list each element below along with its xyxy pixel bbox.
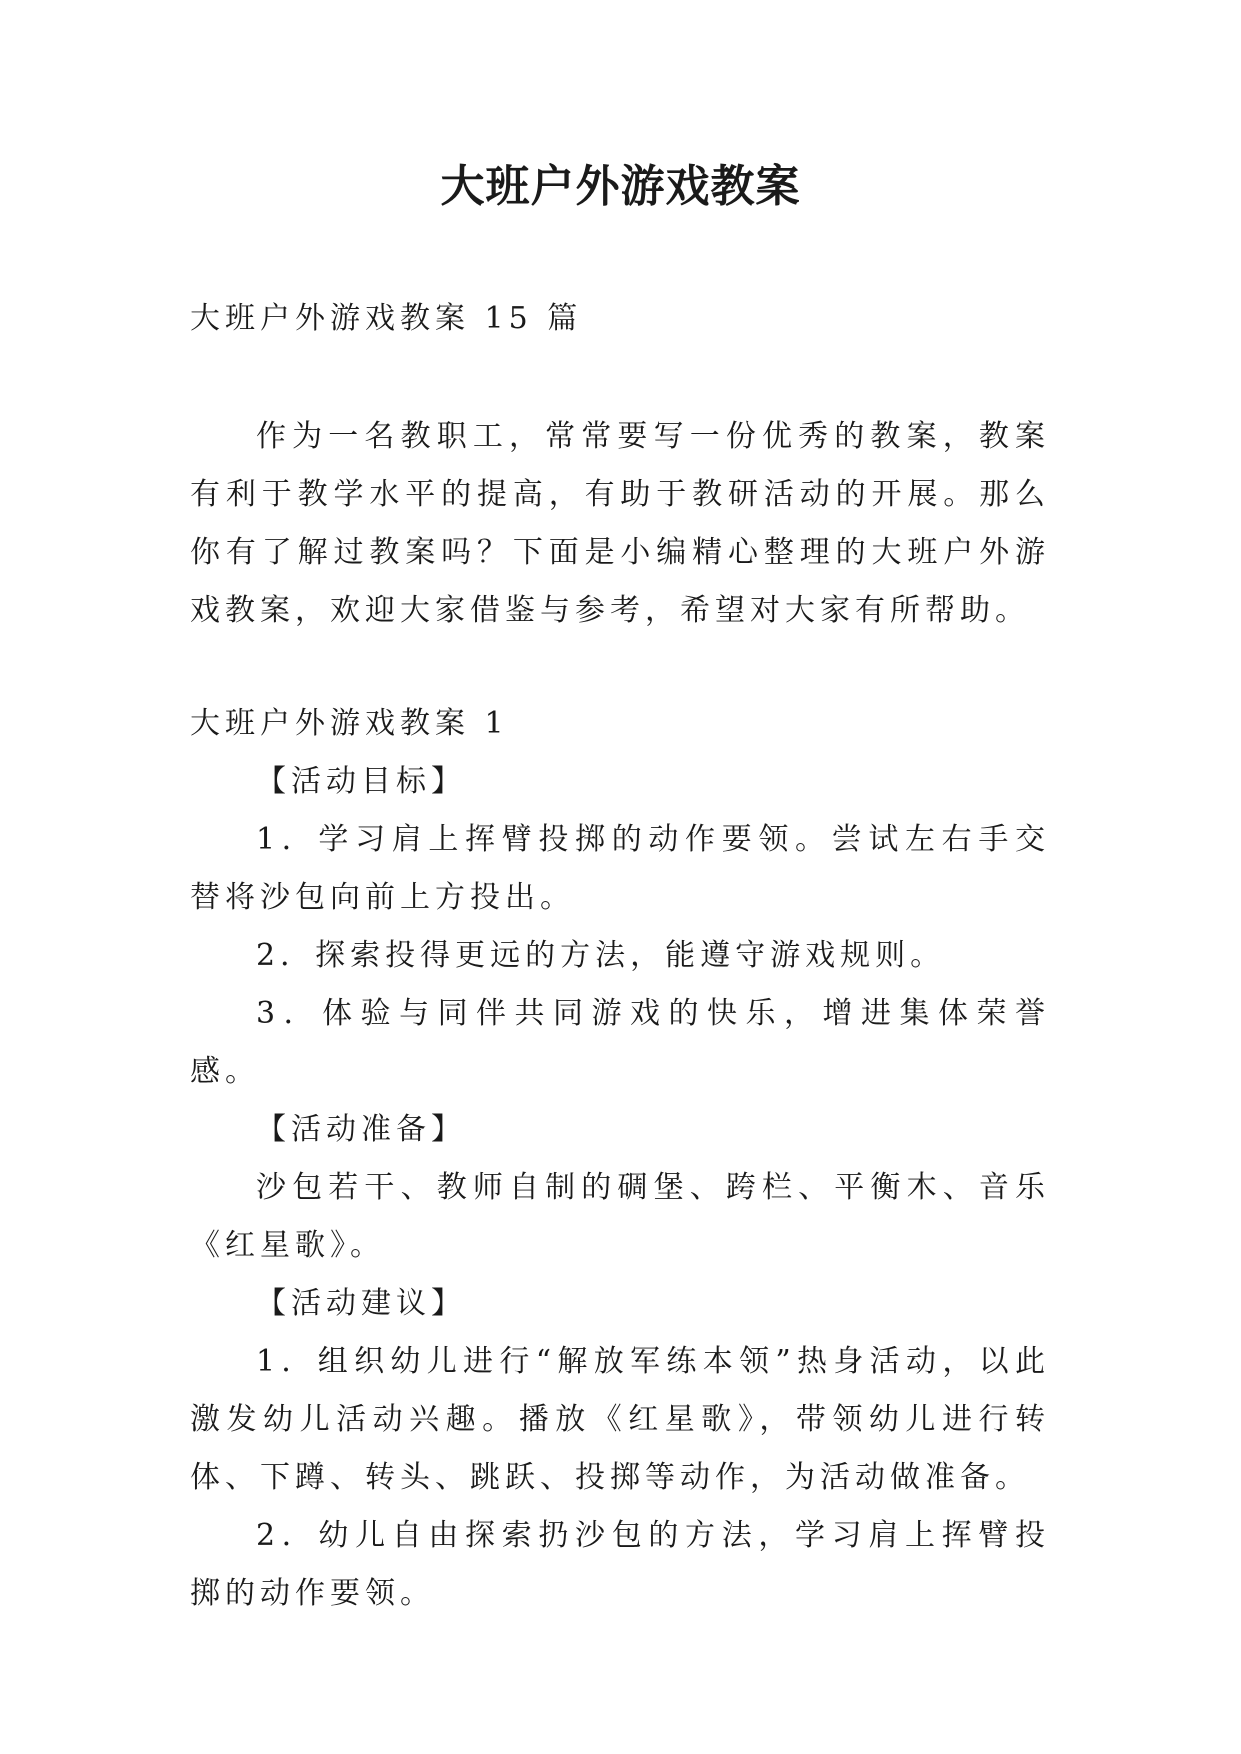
- intro-paragraph: 作为一名教职工，常常要写一份优秀的教案，教案有利于教学水平的提高，有助于教研活动的开展。那么你有了解过教案吗？下面是小编精心整理的大班户外游戏教案，欢迎大家借鉴与参考，希望对大家有所帮助。: [190, 419, 1050, 628]
- document-subtitle: 大班户外游戏教案 15 篇: [190, 301, 583, 336]
- spacer: [190, 640, 1050, 695]
- section-title: 大班户外游戏教案 1: [190, 706, 509, 741]
- goal-item-1: 1．学习肩上挥臂投掷的动作要领。尝试左右手交替将沙包向前上方投出。: [190, 822, 1050, 915]
- goal-item-2: 2．探索投得更远的方法，能遵守游戏规则。: [256, 938, 946, 973]
- spacer: [190, 348, 1050, 408]
- goal-item-3: 3．体验与同伴共同游戏的快乐，增进集体荣誉感。: [190, 996, 1050, 1089]
- document-title: 大班户外游戏教案: [440, 161, 801, 212]
- prep-heading: 【活动准备】: [256, 1112, 466, 1147]
- document-body: [190, 290, 1050, 1623]
- prep-text: 沙包若干、教师自制的碉堡、跨栏、平衡木、音乐《红星歌》。: [190, 1170, 1050, 1263]
- suggest-heading: 【活动建议】: [256, 1286, 466, 1321]
- suggest-item-1: 1．组织幼儿进行“解放军练本领”热身活动，以此激发幼儿活动兴趣。播放《红星歌》，带领幼儿进行转体、下蹲、转头、跳跃、投掷等动作，为活动做准备。: [190, 1344, 1050, 1495]
- suggest-item-2: 2．幼儿自由探索扔沙包的方法，学习肩上挥臂投掷的动作要领。: [190, 1518, 1050, 1611]
- goals-heading: 【活动目标】: [256, 764, 466, 799]
